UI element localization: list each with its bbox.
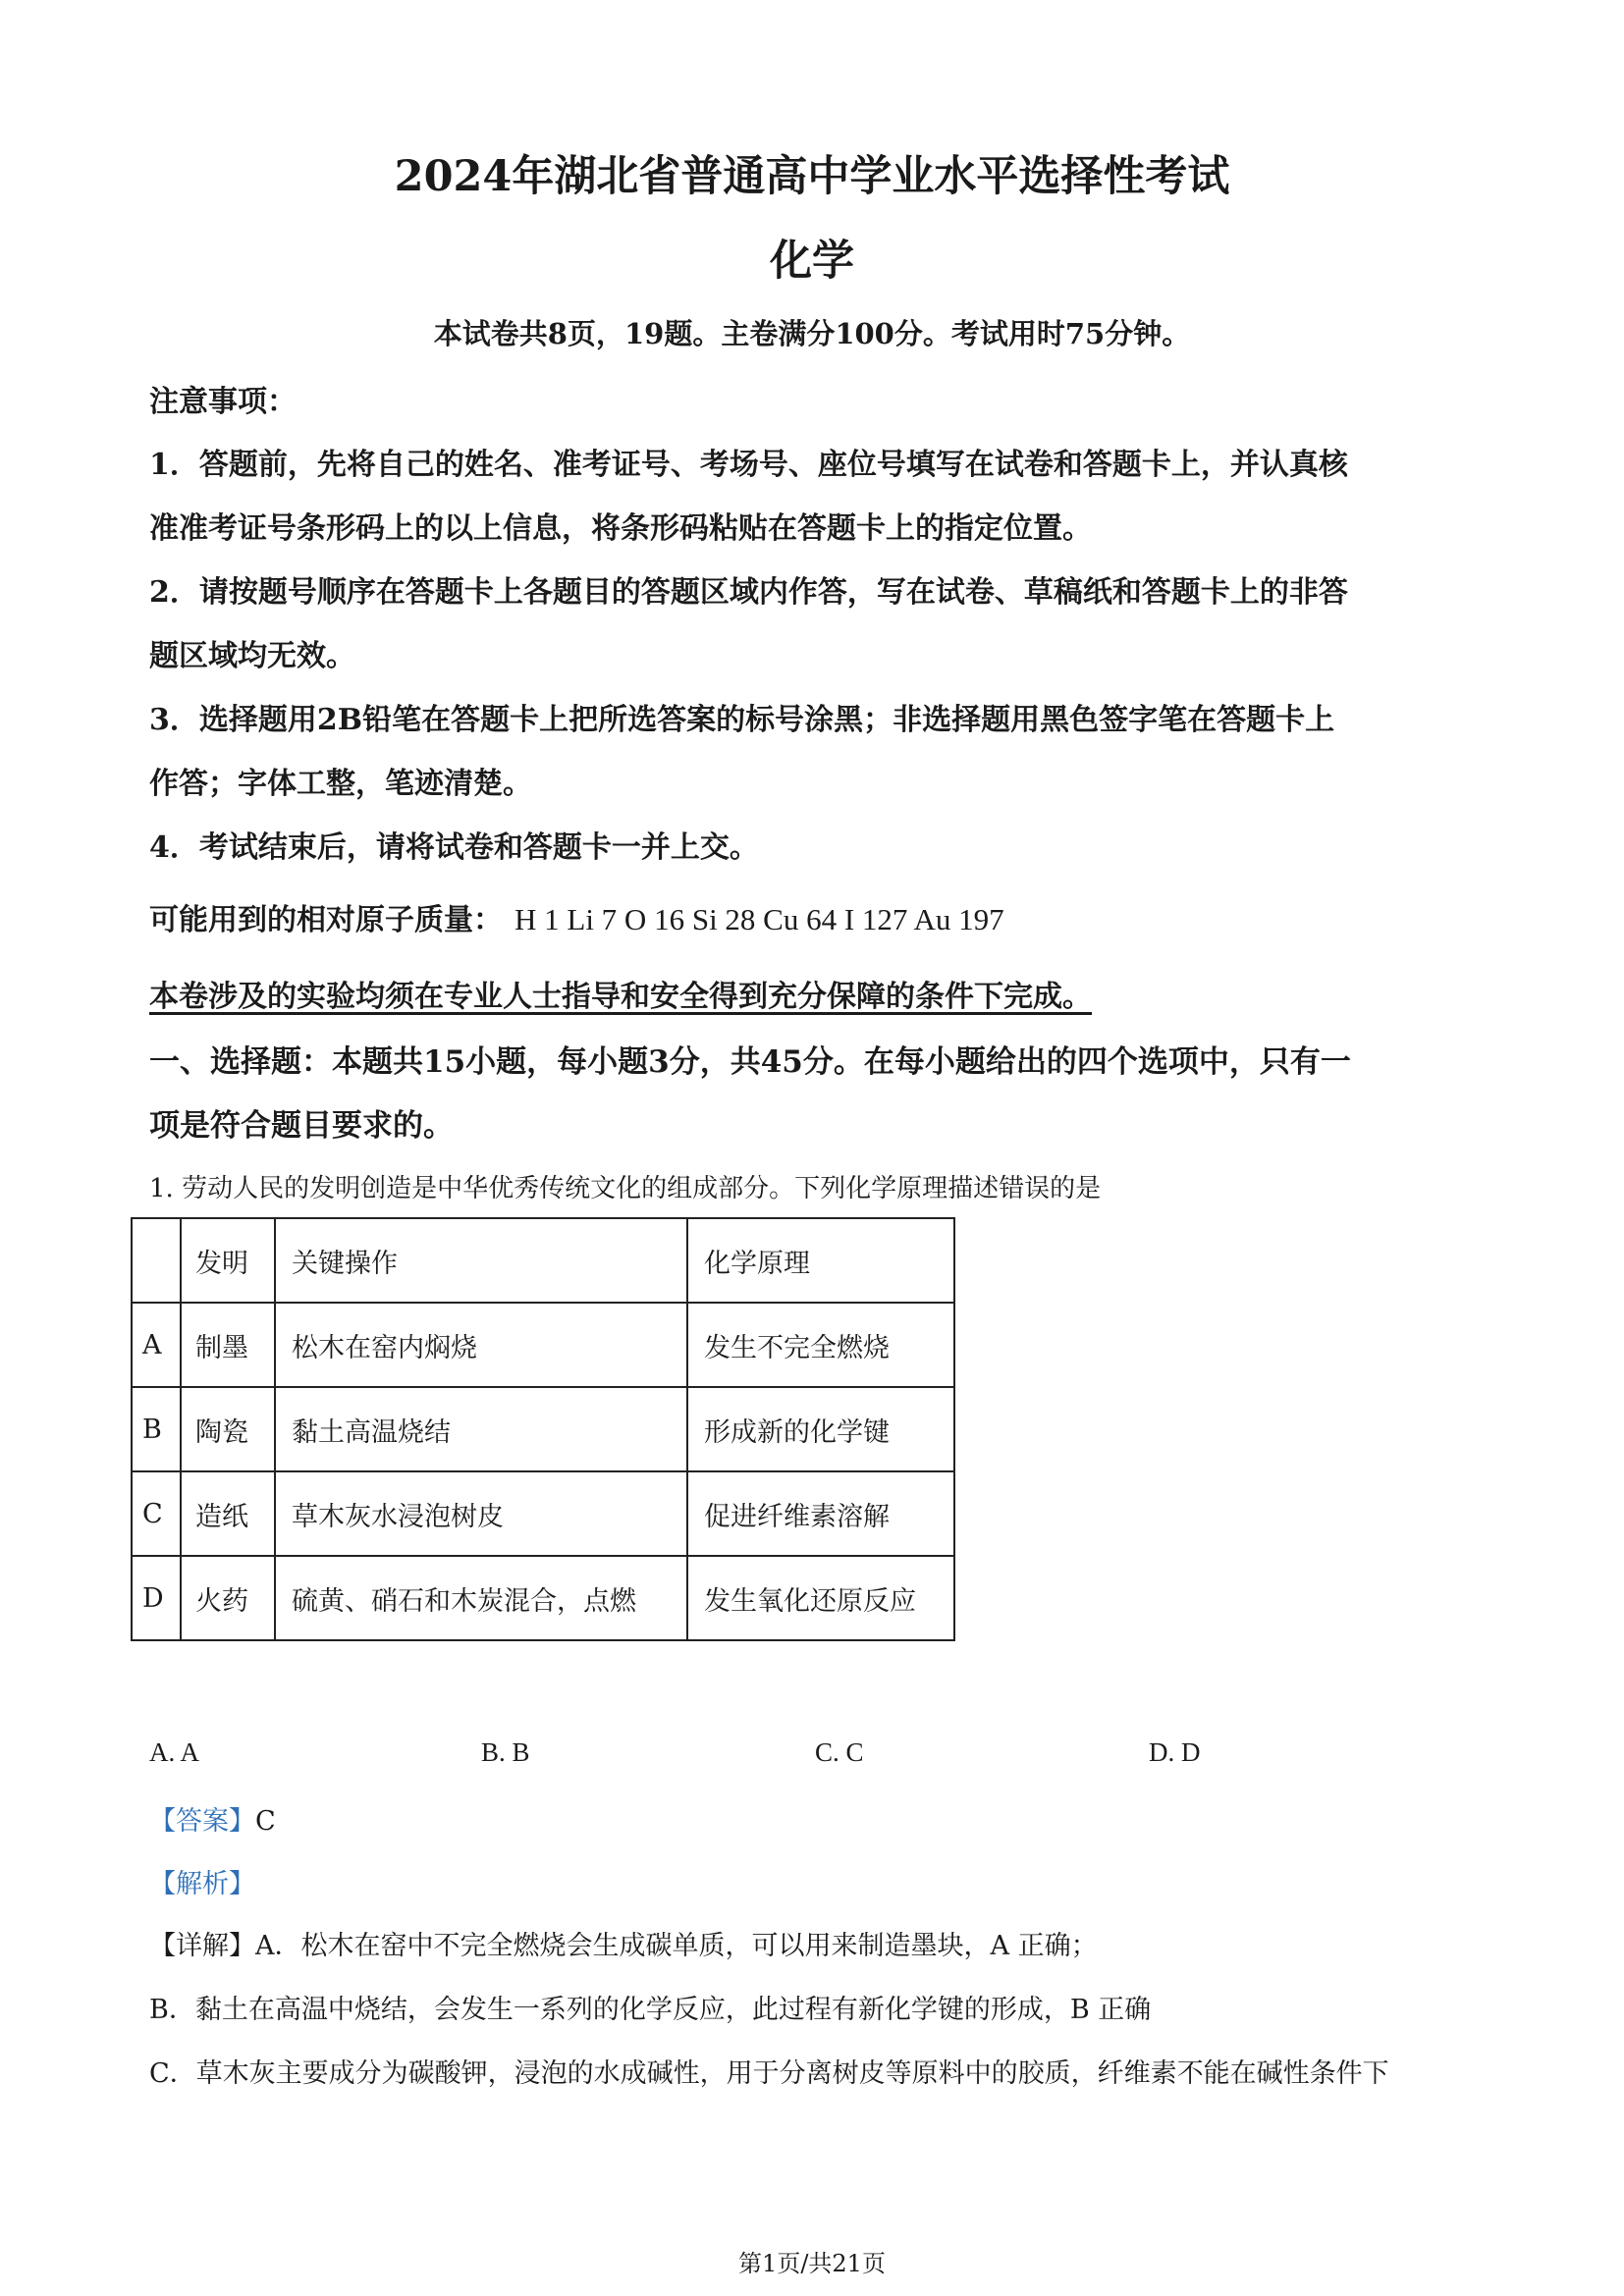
option-b: B. B <box>481 1737 530 1767</box>
atomic-mass-label: 可能用到的相对原子质量： <box>149 903 503 937</box>
detail-line <box>149 1924 1098 1962</box>
notice-line: 3．选择题用2B铅笔在答题卡上把所选答案的标号涂黑；非选择题用黑色签字笔在答题卡上 <box>149 703 1335 737</box>
notice-line: 1．答题前，先将自己的姓名、准考证号、考场号、座位号填写在试卷和答题卡上，并认真核 <box>149 448 1348 482</box>
answer-line <box>149 1799 276 1838</box>
table-cell: 发生不完全燃烧 <box>687 1303 954 1387</box>
table-row <box>132 1387 954 1471</box>
detail-text: A．松木在窑中不完全燃烧会生成碳单质，可以用来制造墨块，A 正确； <box>255 1931 1098 1961</box>
table-cell: B <box>132 1387 181 1471</box>
subject-title: 化学 <box>770 237 854 286</box>
page-title: 2024年湖北省普通高中学业水平选择性考试 <box>394 152 1230 201</box>
table-cell: 硫黄、硝石和木炭混合，点燃 <box>275 1556 687 1640</box>
table-cell: D <box>132 1556 181 1640</box>
table-row <box>132 1303 954 1387</box>
table-cell: 松木在窑内焖烧 <box>275 1303 687 1387</box>
detail-line: C．草木灰主要成分为碳酸钾，浸泡的水成碱性，用于分离树皮等原料中的胶质，纤维素不能在碱性条件下 <box>149 2058 1389 2089</box>
notice-heading: 注意事项： <box>149 385 297 419</box>
table-cell: 陶瓷 <box>181 1387 275 1471</box>
table-row <box>132 1471 954 1556</box>
table-header-cell: 发明 <box>181 1218 275 1303</box>
section-heading: 一、选择题：本题共15小题，每小题3分，共45分。在每小题给出的四个选项中，只有一 <box>149 1044 1351 1080</box>
option-a: A. A <box>149 1737 200 1767</box>
option-d: D. D <box>1149 1737 1201 1767</box>
atomic-mass-line <box>149 895 1004 938</box>
table-header-cell: 关键操作 <box>275 1218 687 1303</box>
option-c: C. C <box>815 1737 864 1767</box>
atomic-mass-values: H 1 Li 7 O 16 Si 28 Cu 64 I 127 Au 197 <box>514 902 1004 936</box>
table-header-cell <box>132 1218 181 1303</box>
table-cell: 形成新的化学键 <box>687 1387 954 1471</box>
table-header-cell: 化学原理 <box>687 1218 954 1303</box>
question-stem: 1. 劳动人民的发明创造是中华优秀传统文化的组成部分。下列化学原理描述错误的是 <box>149 1174 1102 1203</box>
detail-label: 【详解】 <box>149 1931 255 1961</box>
table-cell: 促进纤维素溶解 <box>687 1471 954 1556</box>
table-cell: 草木灰水浸泡树皮 <box>275 1471 687 1556</box>
answer-label: 【答案】 <box>149 1806 255 1837</box>
table-cell: C <box>132 1471 181 1556</box>
table-cell: A <box>132 1303 181 1387</box>
table-cell: 发生氧化还原反应 <box>687 1556 954 1640</box>
table-cell: 制墨 <box>181 1303 275 1387</box>
answer-value: C <box>255 1806 276 1837</box>
question-table <box>131 1217 955 1641</box>
notice-line: 4．考试结束后，请将试卷和答题卡一并上交。 <box>149 830 759 865</box>
section-heading: 项是符合题目要求的。 <box>149 1108 454 1144</box>
notice-line: 2．请按题号顺序在答题卡上各题目的答题区域内作答，写在试卷、草稿纸和答题卡上的非答 <box>149 575 1348 610</box>
table-row <box>132 1556 954 1640</box>
table-cell: 火药 <box>181 1556 275 1640</box>
page-number: 第1页/共21页 <box>738 2250 886 2277</box>
safety-note: 本卷涉及的实验均须在专业人士指导和安全得到充分保障的条件下完成。 <box>149 980 1092 1014</box>
table-cell: 黏土高温烧结 <box>275 1387 687 1471</box>
detail-line: B．黏土在高温中烧结，会发生一系列的化学反应，此过程有新化学键的形成，B 正确 <box>149 1995 1152 2025</box>
notice-line: 题区域均无效。 <box>149 639 355 673</box>
exam-info: 本试卷共8页，19题。主卷满分100分。考试用时75分钟。 <box>433 317 1191 350</box>
notice-line: 作答；字体工整，笔迹清楚。 <box>149 767 532 801</box>
notice-line: 准准考证号条形码上的以上信息，将条形码粘贴在答题卡上的指定位置。 <box>149 511 1092 546</box>
analysis-label: 【解析】 <box>149 1869 255 1899</box>
table-cell: 造纸 <box>181 1471 275 1556</box>
table-header-row <box>132 1218 954 1303</box>
